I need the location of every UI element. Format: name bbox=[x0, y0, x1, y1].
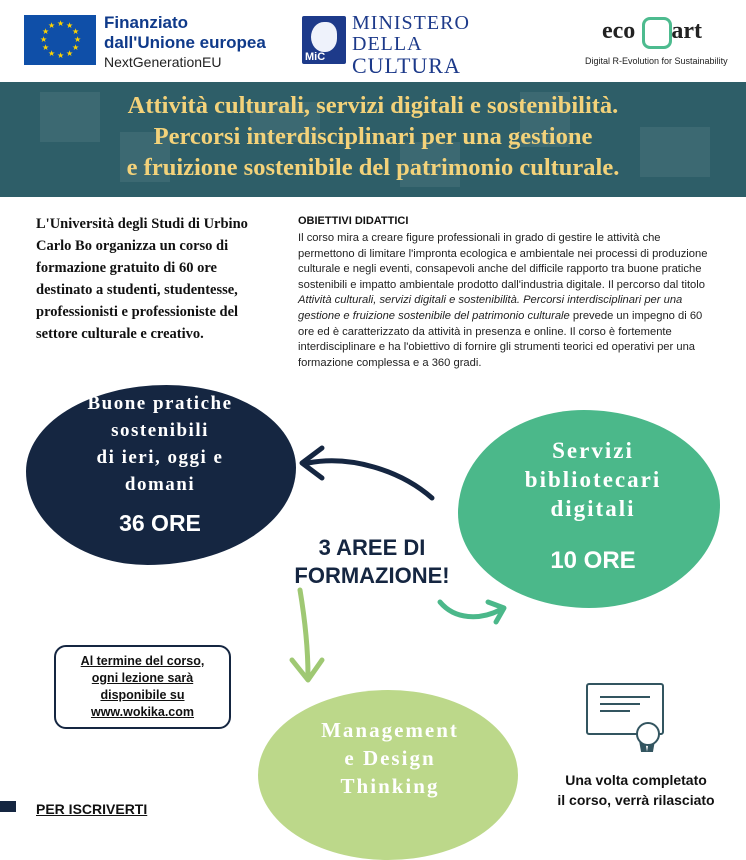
ministry-line2: DELLA bbox=[352, 33, 423, 55]
aree-line1: 3 AREE DI bbox=[318, 535, 426, 560]
eu-line1: Finanziato bbox=[104, 13, 189, 32]
wokika-link-box[interactable] bbox=[54, 645, 231, 729]
seal-icon bbox=[636, 722, 660, 746]
area2-line3: digitali bbox=[550, 496, 636, 521]
course-title-line2: Percorsi interdisciplinari per una gestione bbox=[153, 123, 593, 150]
ministry-line1: MINISTERO bbox=[352, 12, 470, 34]
eu-flag-icon: ★ ★ ★ ★ ★ ★ ★ ★ ★ ★ ★ ★ bbox=[24, 15, 96, 65]
ecoart-word1: eco bbox=[602, 18, 636, 44]
obiettivi-heading: OBIETTIVI DIDATTICI bbox=[298, 215, 409, 227]
obiettivi-p1: Il corso mira a creare figure professionali in grado di gestire le attività che permettono di limitare l'impronta ecologica e ambientale nei processi di produzione culturale e negli eventi, consapevoli anche del difficile rapporto tra buone pratiche sostenibili e impatto ambientale prodotto dall'industria digitale. Il percorso dal titolo bbox=[298, 232, 708, 291]
arrow-right-head-icon bbox=[488, 602, 504, 622]
certificate-text bbox=[536, 770, 736, 810]
area3-line3: Thinking bbox=[340, 774, 440, 798]
mic-badge: MiC bbox=[305, 51, 326, 63]
lezioni-line1: Al termine del corso, bbox=[80, 654, 205, 668]
ecoart-word2: art bbox=[671, 18, 702, 44]
iscriviti-heading: PER ISCRIVERTI bbox=[36, 801, 148, 817]
area1-label bbox=[60, 390, 260, 498]
ecoart-tagline: Digital R-Evolution for Sustainability bbox=[585, 56, 728, 66]
obiettivi-title-italic: Attività culturali, servizi digitali e sostenibilità. Percorsi interdisciplinari per una gestione e fruizione sostenibile del patrimonio culturale bbox=[298, 294, 683, 322]
circuit-leaf-icon bbox=[642, 17, 672, 49]
obiettivi-body bbox=[298, 231, 718, 371]
arrow-down-head-icon bbox=[292, 660, 322, 680]
eu-funding-label bbox=[104, 13, 266, 71]
eu-line2: dall'Unione europea bbox=[104, 33, 266, 52]
area1-line1: Buone pratiche bbox=[87, 393, 233, 414]
area1-hours: 36 ORE bbox=[119, 510, 201, 536]
lezioni-line3: disponibile su bbox=[100, 688, 185, 702]
ministry-line3: CULTURA bbox=[352, 53, 461, 78]
arrow-down-icon bbox=[300, 590, 308, 676]
wokika-link[interactable]: www.wokika.com bbox=[90, 705, 195, 719]
course-title bbox=[0, 90, 746, 183]
side-mark bbox=[0, 801, 16, 812]
intro-text: L'Università degli Studi di Urbino Carlo Bo organizza un corso di formazione gratuito di 60 ore destinato a studenti, studentesse, professionisti e professioniste del settore culturale e creativo. bbox=[36, 216, 248, 342]
arrow-left-head-icon bbox=[302, 448, 322, 478]
area1-line2: sostenibili bbox=[111, 420, 209, 441]
lezioni-line2: ogni lezione sarà bbox=[91, 671, 194, 685]
area3-line2: e Design bbox=[344, 746, 436, 770]
certificato-line1: Una volta completato bbox=[565, 772, 707, 788]
area1-line3: di ieri, oggi e bbox=[96, 447, 224, 468]
aree-heading bbox=[262, 534, 482, 590]
ministry-logo bbox=[302, 16, 346, 64]
aree-line2: FORMAZIONE! bbox=[294, 563, 450, 588]
course-title-line1: Attività culturali, servizi digitali e sostenibilità. bbox=[127, 92, 619, 119]
certificato-line2: il corso, verrà rilasciato bbox=[557, 792, 715, 808]
certificate-lines-icon bbox=[600, 696, 650, 718]
area3-label bbox=[290, 716, 490, 800]
statue-head-icon bbox=[311, 22, 337, 52]
area2-label bbox=[488, 436, 698, 523]
course-title-line3: e fruizione sostenibile del patrimonio culturale. bbox=[126, 154, 620, 181]
area2-line2: bibliotecari bbox=[524, 467, 662, 492]
ministry-name bbox=[352, 13, 470, 76]
arrow-right-icon bbox=[440, 602, 500, 617]
eu-line3: NextGenerationEU bbox=[104, 54, 222, 70]
area2-hours: 10 ORE bbox=[550, 547, 636, 574]
arrow-left-icon bbox=[308, 461, 432, 498]
area1-line4: domani bbox=[124, 474, 196, 495]
area3-line1: Management bbox=[321, 718, 459, 742]
obiettivi-p2: prevede un impegno di 60 ore ed è caratterizzato da attività in presenza e online. Il corso è fortemente interdisciplinare e ha l'obiettivo di fornire gli strumenti teorici ed operativi per una formazione complessa e a 360 gradi. bbox=[298, 309, 703, 369]
area2-line1: Servizi bbox=[552, 438, 634, 463]
